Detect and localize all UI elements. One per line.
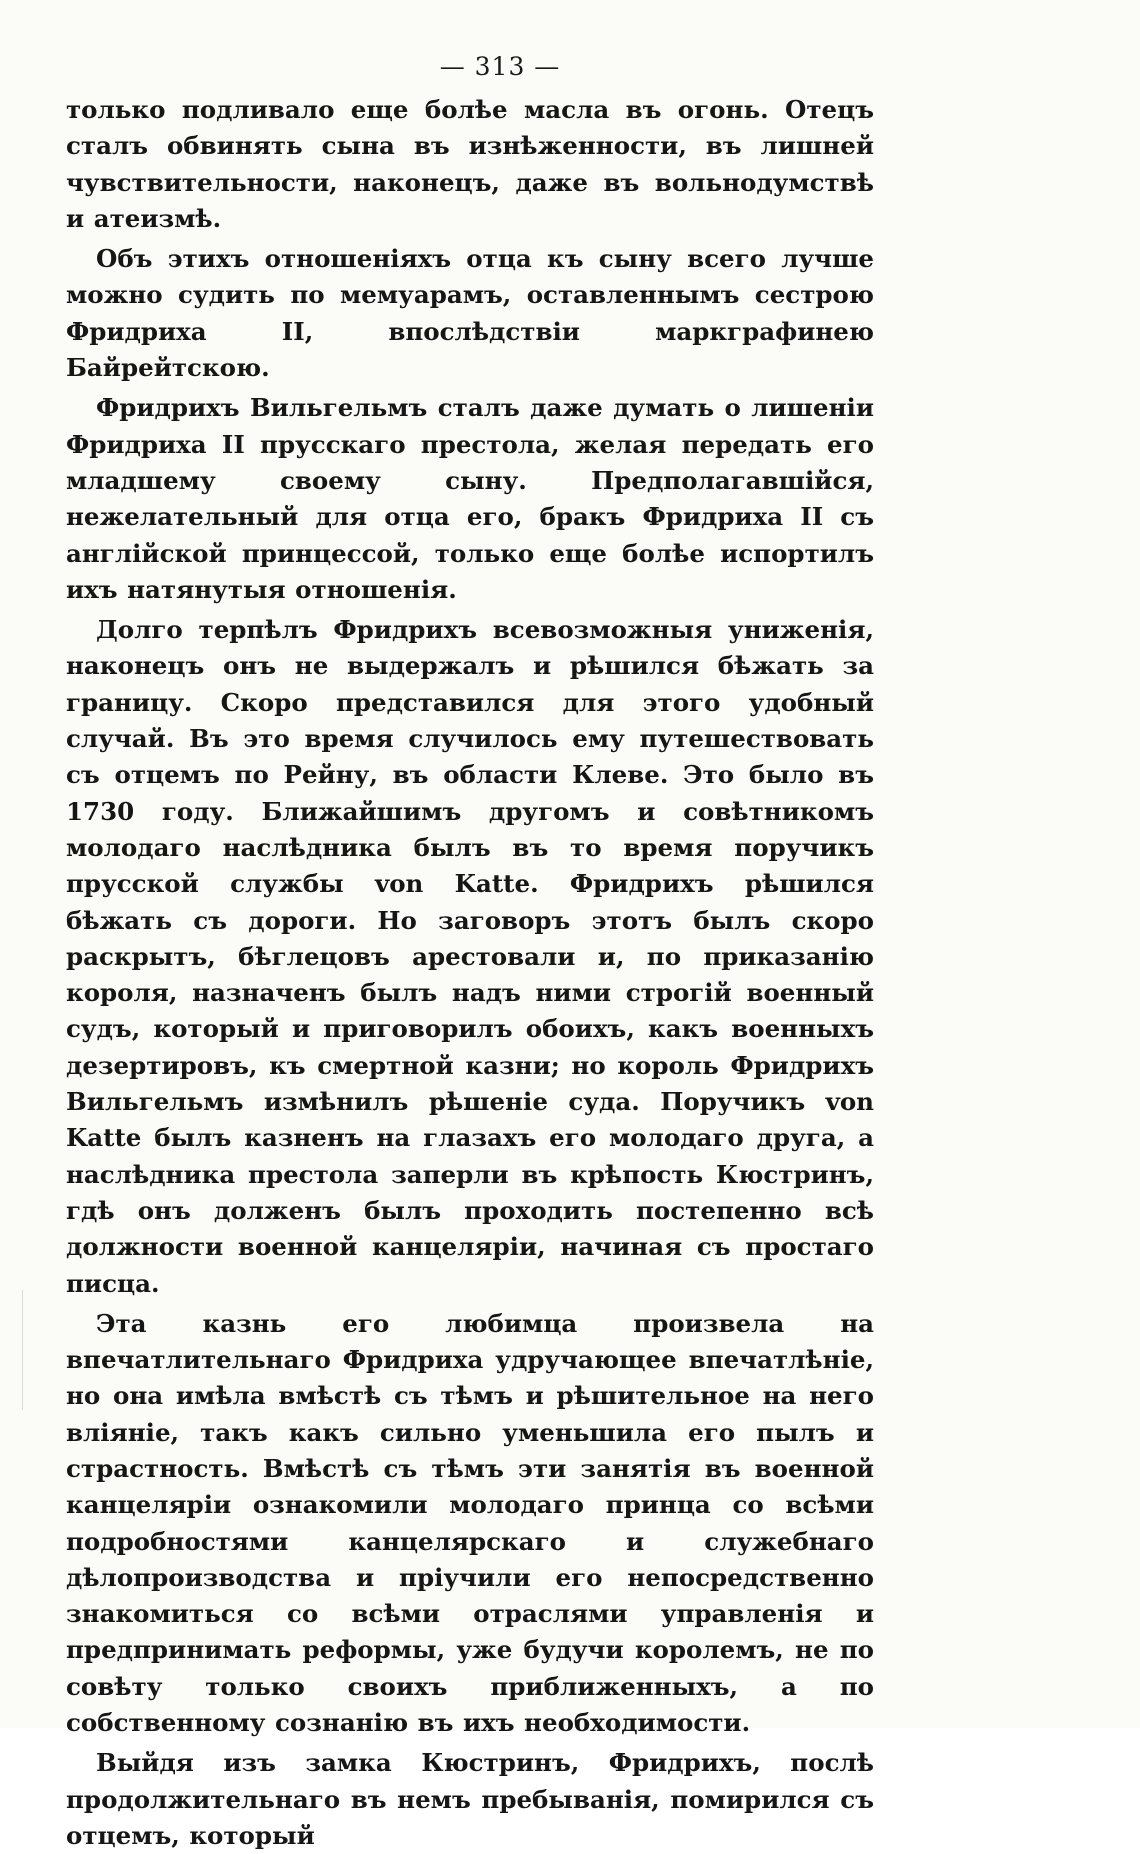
scan-edge-mark	[22, 1290, 23, 1410]
paragraph-1: только подливало еще болѣе масла въ огонь. Отецъ сталъ обвинять сына въ изнѣженности, въ лишней чувствительности, наконецъ, даже въ вольнодумствѣ и атеизмѣ.	[66, 95, 874, 233]
paragraph-2: Объ этихъ отношеніяхъ отца къ сыну всего лучше можно судить по мемуарамъ, оставленнымъ сестрою Фридриха II, впослѣдствіи маркграфинею Байрейтскою.	[66, 244, 874, 383]
paragraph-4: Долго терпѣлъ Фридрихъ всевозможныя униженія, наконецъ онъ не выдержалъ и рѣшился бѣжать за границу. Скоро представился для этого удобный случай. Въ это время случилось ему путешествовать съ отцемъ по Рейну, въ области Клеве. Это было въ 1730 году. Ближайшимъ другомъ и совѣтникомъ молодаго наслѣдника былъ въ то время поручикъ прусской службы von Katte. Фридрихъ рѣшился бѣжать съ дороги. Но заговоръ этотъ былъ скоро раскрытъ, бѣглецовъ арестовали и, по приказанію короля, назначенъ былъ надъ ними строгій военный судъ, который и приговорилъ обоихъ, какъ военныхъ дезертировъ, къ смертной казни; но король Фридрихъ Вильгельмъ измѣнилъ рѣшеніе суда. Поручикъ von Katte былъ казненъ на глазахъ его молодаго друга, а наслѣдника престола заперли въ крѣпость Кюстринъ, гдѣ онъ долженъ былъ проходить постепенно всѣ должности военной канцеляріи, начиная съ простаго писца.	[66, 615, 874, 1298]
page-text	[66, 92, 874, 1854]
page-number: — 313 —	[439, 52, 561, 81]
paragraph-6: Выйдя изъ замка Кюстринъ, Фридрихъ, послѣ продолжительнаго въ немъ пребыванія, помирился съ отцемъ, который	[66, 1748, 874, 1850]
paragraph-5: Эта казнь его любимца произвела на впечатлительнаго Фридриха удручающее впечатлѣніе, но она имѣла вмѣстѣ съ тѣмъ и рѣшительное на него вліяніе, такъ какъ сильно уменьшила его пылъ и страстность. Вмѣстѣ съ тѣмъ эти занятія въ военной канцеляріи ознакомили молодаго принца со всѣми подробностями канцелярскаго и служебнаго дѣлопроизводства и пріучили его непосредственно знакомиться со всѣми отраслями управленія и предпринимать реформы, уже будучи королемъ, не по совѣту только своихъ приближенныхъ, а по собственному сознанію въ ихъ необходимости.	[66, 1308, 874, 1738]
paragraph-3: Фридрихъ Вильгельмъ сталъ даже думать о лишеніи Фридриха II прусскаго престола, желая передать его младшему своему сыну. Предполагавшійся, нежелательный для отца его, бракъ Фридриха II съ англійской принцессой, только еще болѣе испортилъ ихъ натянутыя отношенія.	[66, 393, 874, 604]
